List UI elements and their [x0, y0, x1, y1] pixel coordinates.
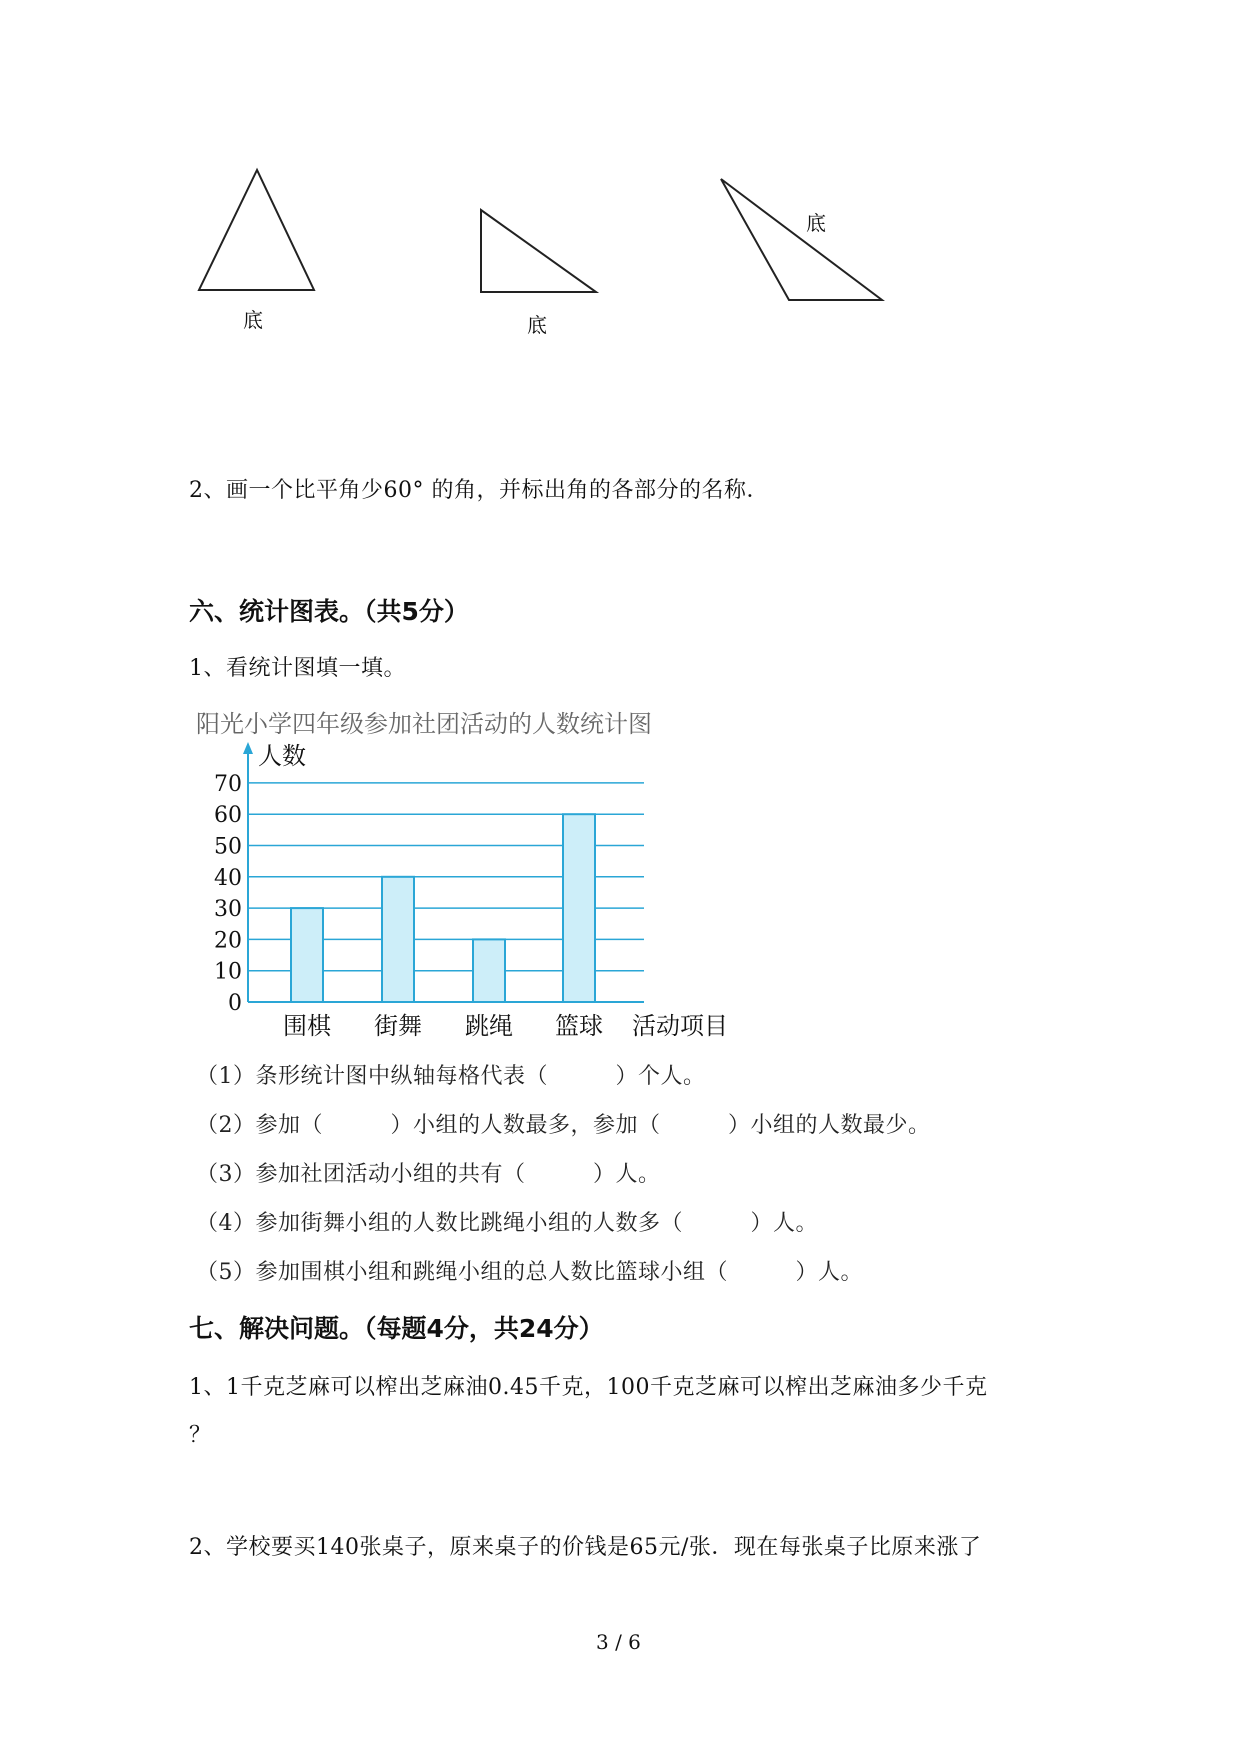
section-7-title: 七、解决问题。（每题4分，共24分） — [189, 1314, 604, 1343]
question-draw-angle: 2、画一个比平角少60° 的角，并标出角的各部分的名称． — [189, 478, 769, 503]
page-number: 3 / 6 — [596, 1630, 641, 1654]
triangle-acute-base-label: 底 — [243, 308, 263, 332]
section-6-question-1: 1、看统计图填一填。 — [189, 656, 406, 681]
bar — [291, 908, 323, 1002]
y-axis-arrow — [243, 742, 253, 754]
x-tick-label: 篮球 — [555, 1012, 603, 1040]
bar — [382, 877, 414, 1002]
y-tick-label: 50 — [214, 834, 242, 860]
triangle-obtuse — [721, 179, 882, 300]
subquestion-3: （3）参加社团活动小组的共有（ ）人。 — [196, 1162, 661, 1187]
y-axis-label: 人数 — [258, 742, 306, 770]
triangle-obtuse-base-label: 底 — [806, 211, 826, 235]
y-tick-label: 30 — [214, 897, 242, 923]
section-7-question-2: 2、学校要买140张桌子，原来桌子的价钱是65元/张．现在每张桌子比原来涨了 — [189, 1535, 982, 1560]
x-tick-label: 跳绳 — [465, 1012, 513, 1040]
bar-chart — [0, 740, 800, 1040]
triangle-right — [481, 210, 596, 292]
triangles-figure — [0, 0, 1241, 340]
section-7-question-1-line1: 1、1千克芝麻可以榨出芝麻油0.45千克，100千克芝麻可以榨出芝麻油多少千克 — [189, 1375, 988, 1400]
section-7-question-1-line2: ？ — [189, 1423, 212, 1448]
y-tick-label: 40 — [214, 865, 242, 891]
x-tick-label: 街舞 — [374, 1012, 422, 1040]
subquestion-1: （1）条形统计图中纵轴每格代表（ ）个人。 — [196, 1064, 706, 1089]
x-tick-label: 围棋 — [283, 1012, 331, 1040]
y-tick-label: 0 — [228, 991, 242, 1016]
y-tick-label: 60 — [214, 803, 242, 829]
bar — [563, 814, 595, 1002]
y-tick-label: 70 — [214, 771, 242, 797]
subquestion-2: （2）参加（ ）小组的人数最多，参加（ ）小组的人数最少。 — [196, 1113, 931, 1138]
subquestion-4: （4）参加街舞小组的人数比跳绳小组的人数多（ ）人。 — [196, 1211, 818, 1236]
triangle-acute — [199, 170, 314, 290]
triangle-right-base-label: 底 — [527, 313, 547, 337]
chart-title: 阳光小学四年级参加社团活动的人数统计图 — [196, 710, 652, 738]
y-tick-label: 10 — [214, 959, 242, 985]
x-axis-label: 活动项目 — [632, 1012, 728, 1040]
y-tick-label: 20 — [214, 928, 242, 954]
bar — [473, 939, 505, 1002]
subquestion-5: （5）参加围棋小组和跳绳小组的总人数比篮球小组（ ）人。 — [196, 1260, 863, 1285]
section-6-title: 六、统计图表。（共5分） — [189, 597, 469, 626]
